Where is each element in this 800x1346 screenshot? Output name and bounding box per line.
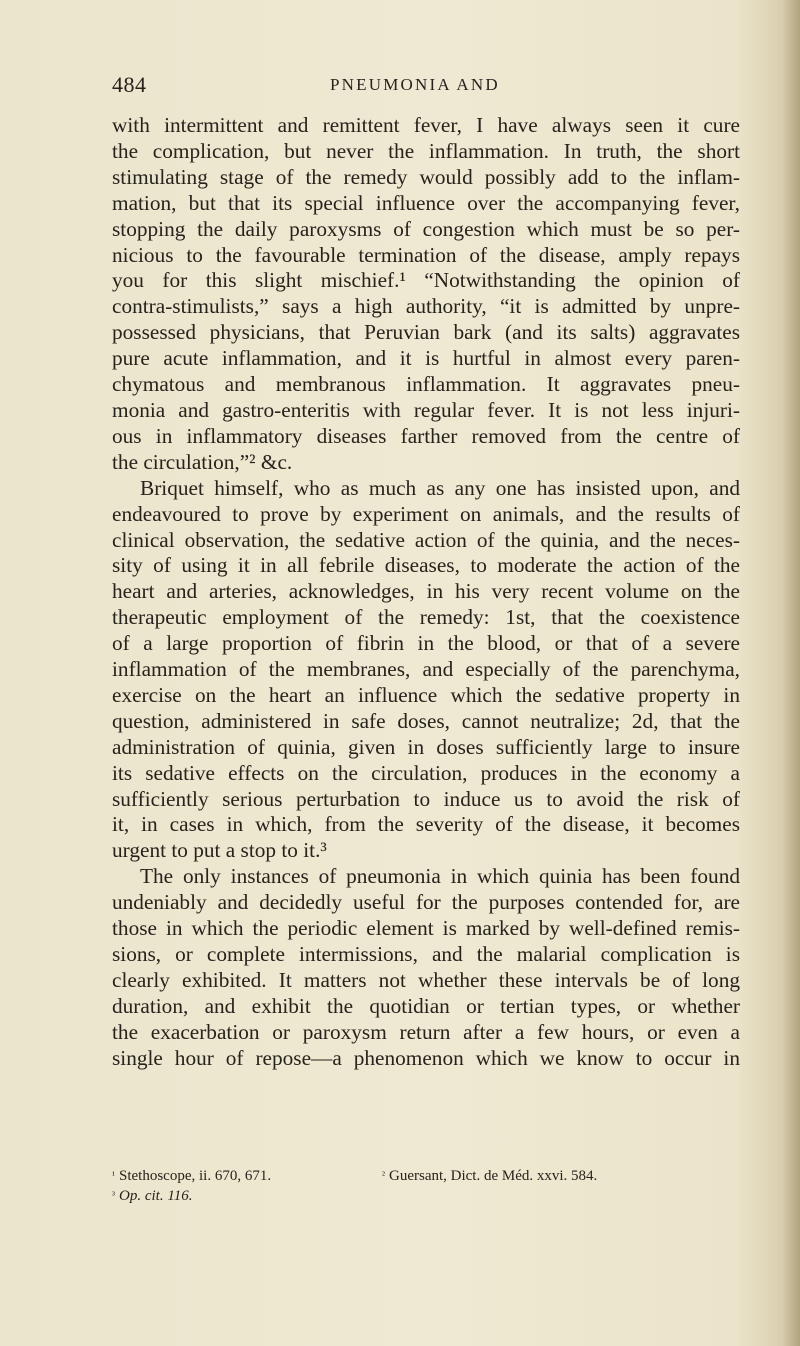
body-text: [112, 113, 740, 1072]
footnote-3: [112, 1186, 192, 1206]
text-line: possessed physicians, that Peruvian bark (and its salts) aggravates: [112, 320, 740, 345]
text-line: Briquet himself, who as much as any one has insisted upon, and: [140, 475, 740, 500]
footnote-3-mark: ³: [112, 1190, 115, 1201]
footnote-1: [112, 1166, 271, 1186]
text-line: ous in inflammatory diseases farther removed from the centre of: [112, 423, 740, 448]
text-line: inflammation of the membranes, and especially of the parenchyma,: [112, 657, 740, 682]
footnotes: [112, 1166, 740, 1206]
text-line: urgent to put a stop to it.³: [112, 838, 327, 863]
footnote-2-text: Guersant, Dict. de Méd. xxvi. 584.: [389, 1168, 598, 1184]
text-line: clearly exhibited. It matters not whether these intervals be of long: [112, 967, 740, 992]
page-edge-shadow: [782, 0, 800, 1346]
text-line: therapeutic employment of the remedy: 1st, that the coexistence: [112, 605, 740, 630]
text-line: sufficiently serious perturbation to induce us to avoid the risk of: [112, 786, 740, 811]
page-header: [112, 72, 752, 106]
text-line: The only instances of pneumonia in which quinia has been found: [140, 864, 740, 889]
text-line: contra-stimulists,” says a high authority, “it is admitted by unpre-: [112, 294, 740, 319]
text-line: clinical observation, the sedative action of the quinia, and the neces-: [112, 527, 740, 552]
text-line: the complication, but never the inflammation. In truth, the short: [112, 138, 740, 163]
footnote-2-mark: ²: [382, 1170, 385, 1181]
text-line: it, in cases in which, from the severity of the disease, it becomes: [112, 812, 740, 837]
text-line: the circulation,”² &c.: [112, 449, 293, 474]
text-line: with intermittent and remittent fever, I have always seen it cure: [112, 113, 740, 137]
text-line: the exacerbation or paroxysm return after a few hours, or even a: [112, 1019, 740, 1044]
footnote-1-text: Stethoscope, ii. 670, 671.: [119, 1168, 272, 1184]
running-head: PNEUMONIA AND: [330, 75, 500, 94]
text-line: endeavoured to prove by experiment on animals, and the results of: [112, 501, 740, 526]
text-line: you for this slight mischief.¹ “Notwithstanding the opinion of: [112, 268, 740, 293]
text-line: undeniably and decidedly useful for the purposes contended for, are: [112, 890, 740, 915]
text-line: question, administered in safe doses, cannot neutralize; 2d, that the: [112, 708, 740, 733]
text-line: mation, but that its special influence over the accompanying fever,: [112, 190, 740, 215]
footnote-3-text: Op. cit. 116.: [119, 1188, 193, 1204]
footnote-1-mark: ¹: [112, 1170, 115, 1181]
text-line: pure acute inflammation, and it is hurtful in almost every paren-: [112, 346, 740, 371]
text-line: of a large proportion of fibrin in the blood, or that of a severe: [112, 631, 740, 656]
text-line: single hour of repose—a phenomenon which we know to occur in: [112, 1045, 740, 1070]
text-line: monia and gastro-enteritis with regular fever. It is not less injuri-: [112, 397, 740, 422]
text-line: duration, and exhibit the quotidian or tertian types, or whether: [112, 993, 740, 1018]
text-line: nicious to the favourable termination of the disease, amply repays: [112, 242, 740, 267]
footnote-row: [112, 1166, 740, 1186]
text-line: chymatous and membranous inflammation. It aggravates pneu-: [112, 372, 740, 397]
text-line: stimulating stage of the remedy would possibly add to the inflam-: [112, 164, 740, 189]
page-number: 484: [112, 72, 147, 97]
text-line: exercise on the heart an influence which the sedative property in: [112, 682, 740, 707]
text-line: sity of using it in all febrile diseases, to moderate the action of the: [112, 553, 740, 578]
text-line: sions, or complete intermissions, and the malarial complication is: [112, 942, 740, 966]
text-line: stopping the daily paroxysms of congestion which must be so per-: [112, 216, 740, 241]
text-line: those in which the periodic element is marked by well-defined remis-: [112, 916, 740, 941]
text-line: heart and arteries, acknowledges, in his very recent volume on the: [112, 579, 740, 604]
text-line: administration of quinia, given in doses sufficiently large to insure: [112, 734, 740, 759]
text-line: its sedative effects on the circulation, produces in the economy a: [112, 760, 740, 785]
footnote-row: [112, 1186, 740, 1206]
footnote-2: [382, 1166, 597, 1186]
